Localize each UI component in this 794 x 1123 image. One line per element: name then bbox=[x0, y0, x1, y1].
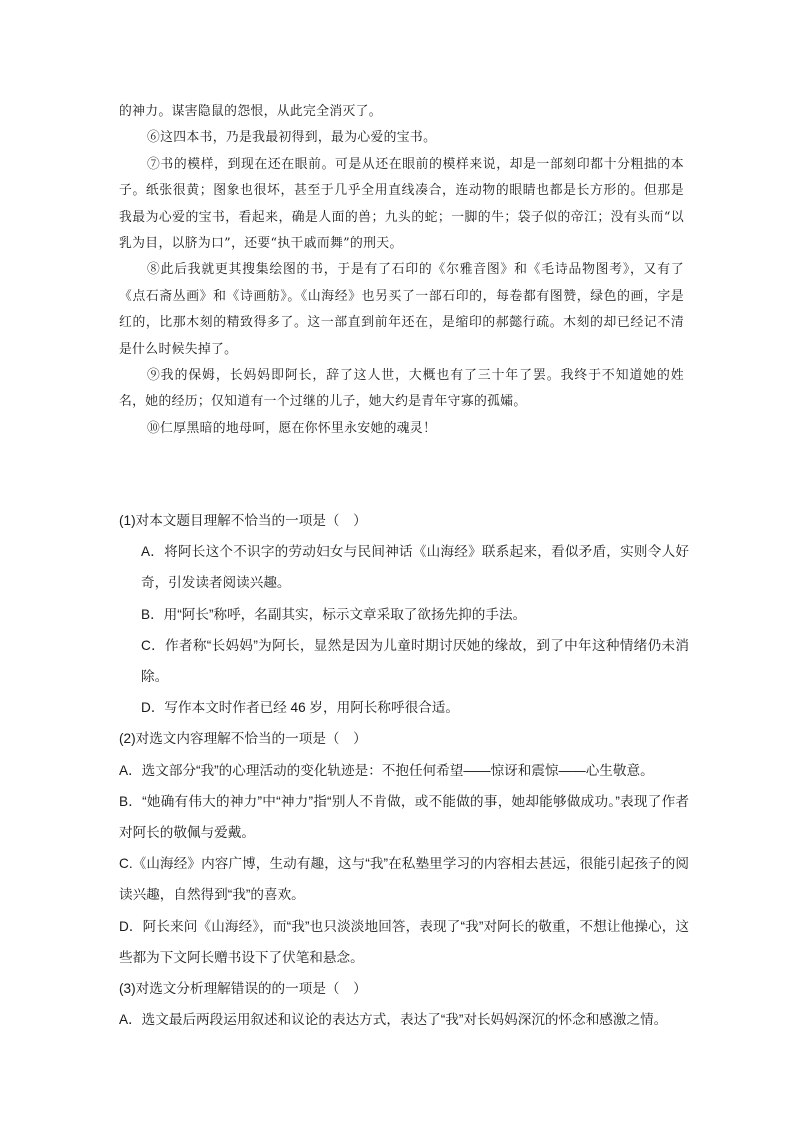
passage-paragraph: ⑩仁厚黑暗的地母呵，愿在你怀里永安她的魂灵！ bbox=[147, 420, 437, 436]
question-option: C．作者称“长妈妈”为阿长，显然是因为儿童时期讨厌她的缘故，到了中年这种情绪仍未消除。 bbox=[141, 637, 689, 685]
passage-paragraph: ⑥这四本书，乃是我最初得到，最为心爱的宝书。 bbox=[147, 130, 437, 146]
passage-paragraph: ⑨我的保姆，长妈妈即阿长，辞了这人世，大概也有了三十年了罢。我终于不知道她的姓名，她的经历；仅知道有一个过继的儿子，她大约是青年守寡的孤孀。 bbox=[119, 368, 684, 410]
passage-paragraph: ⑦书的模样，到现在还在眼前。可是从还在眼前的模样来说，却是一部刻印都十分粗拙的本子。纸张很黄；图象也很坏，甚至于几乎全用直线凑合，连动物的眼睛也都是长方形的。但那是我最为心爱的宝书，看起来，确是人面的兽；九头的蛇；一脚的牛；袋子似的帝江；没有头而“以乳为目，以脐为口”，还要“执干戚而舞”的刑天。 bbox=[119, 156, 684, 252]
question-list bbox=[119, 505, 689, 1035]
question-stem: (2)对选文内容理解不恰当的一项是（ ） bbox=[119, 731, 367, 747]
passage-paragraph: ⑧此后我就更其搜集绘图的书，于是有了石印的《尔雅音图》和《毛诗品物图考》，又有了《点石斋丛画》和《诗画舫》。《山海经》也另买了一部石印的，每卷都有图赞，绿色的画，字是红的，比那木刻的精致得多了。这一部直到前年还在，是缩印的郝懿行疏。木刻的却已经记不清是什么时候失掉了。 bbox=[119, 262, 684, 357]
passage-paragraph: 的神力。谋害隐鼠的怨恨，从此完全消灭了。 bbox=[119, 104, 382, 119]
question-stem: (1)对本文题目理解不恰当的一项是（ ） bbox=[119, 513, 367, 528]
question-option: B．用“阿长”称呼，名副其实，标示文章采取了欲扬先抑的手法。 bbox=[141, 606, 527, 622]
question-option: D．写作本文时作者已经 46 岁，用阿长称呼很合适。 bbox=[141, 700, 459, 716]
passage bbox=[119, 99, 684, 442]
question-stem: (3)对选文分析理解错误的的一项是（ ） bbox=[119, 981, 367, 997]
question-option: A．选文最后两段运用叙述和议论的表达方式，表达了“我”对长妈妈深沉的怀念和感激之情。 bbox=[119, 1012, 668, 1028]
question-option: D．阿长来问《山海经》，而“我”也只淡淡地回答，表现了“我”对阿长的敬重，不想让他操心，这些都为下文阿长赠书设下了伏笔和悬念。 bbox=[119, 918, 689, 965]
question-option: C.《山海经》内容广博，生动有趣，这与“我”在私塾里学习的内容相去甚远，很能引起孩子的阅读兴趣，自然得到“我”的喜欢。 bbox=[119, 856, 689, 903]
question-option: A．选文部分“我”的心理活动的变化轨迹是：不抱任何希望——惊讶和震惊——心生敬意。 bbox=[119, 762, 654, 778]
question-option: A．将阿长这个不识字的劳动妇女与民间神话《山海经》联系起来，看似矛盾，实则令人好奇，引发读者阅读兴趣。 bbox=[141, 544, 689, 591]
question-option: B．“她确有伟大的神力”中“神力”指“别人不肯做，或不能做的事，她却能够做成功。”表现了作者对阿长的敬佩与爱戴。 bbox=[119, 793, 689, 841]
